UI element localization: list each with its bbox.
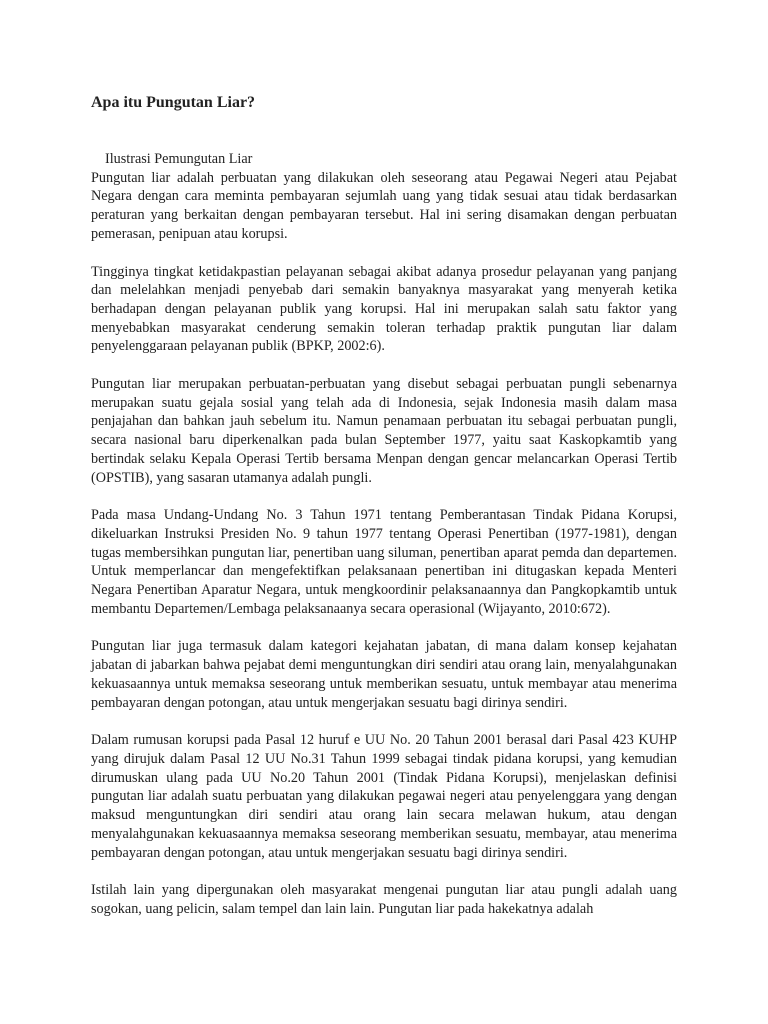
document-page [91, 92, 677, 938]
paragraph-7: Istilah lain yang dipergunakan oleh masyarakat mengenai pungutan liar atau pungli adalah uang sogokan, uang pelicin, salam tempel dan lain lain. Pungutan liar pada hakekatnya adalah [91, 882, 677, 917]
paragraph-6: Dalam rumusan korupsi pada Pasal 12 huruf e UU No. 20 Tahun 2001 berasal dari Pasal 423 KUHP yang dirujuk dalam Pasal 12 UU No.31 Tahun 1999 sebagai tindak pidana korupsi, yang kemudian dirumuskan ulang pada UU No.20 Tahun 2001 (Tindak Pidana Korupsi), menjelaskan definisi pungutan liar adalah suatu perbuatan yang dilakukan pegawai negeri atau penyelenggara yang dengan maksud menguntungkan diri sendiri atau orang lain secara melawan hukum, atau dengan menyalahgunakan kekuasaannya memaksa seseorang memberikan sesuatu, membayar, atau menerima pembayaran dengan potongan, atau untuk mengerjakan sesuatu bagi dirinya sendiri. [91, 732, 677, 861]
paragraph-2: Tingginya tingkat ketidakpastian pelayanan sebagai akibat adanya prosedur pelayanan yang panjang dan melelahkan menjadi penyebab dari semakin banyaknya masyarakat yang menyerah ketika berhadapan dengan pelayanan publik yang korupsi. Hal ini merupakan salah satu faktor yang menyebabkan masyarakat cenderung semakin toleran terhadap praktik pungutan liar dalam penyelenggaraan pelayanan publik (BPKP, 2002:6). [91, 263, 677, 355]
document-title: Apa itu Pungutan Liar? [91, 94, 256, 111]
paragraph-4: Pada masa Undang-Undang No. 3 Tahun 1971 tentang Pemberantasan Tindak Pidana Korupsi, dikeluarkan Instruksi Presiden No. 9 tahun 1977 tentang Operasi Penertiban (1977-1981), dengan tugas membersihkan pungutan liar, penertiban uang siluman, penertiban aparat pemda dan departemen. Untuk memperlancar dan mengefektifkan pelaksanaan penertiban ini ditugaskan kepada Menteri Negara Penertiban Aparatur Negara, untuk mengkoordinir pelaksanaannya dan Pangkopkamtib untuk membantu Departemen/Lembaga pelaksanaanya secara operasional (Wijayanto, 2010:672). [91, 507, 677, 617]
paragraph-1: Pungutan liar adalah perbuatan yang dilakukan oleh seseorang atau Pegawai Negeri atau Pejabat Negara dengan cara meminta pembayaran sejumlah uang yang tidak sesuai atau tidak berdasarkan peraturan yang berkaitan dengan pembayaran tersebut. Hal ini sering disamakan dengan perbuatan pemerasan, penipuan atau korupsi. [91, 169, 677, 242]
image-caption: Ilustrasi Pemungutan Liar [105, 151, 253, 167]
paragraph-3: Pungutan liar merupakan perbuatan-perbuatan yang disebut sebagai perbuatan pungli sebenarnya merupakan suatu gejala sosial yang telah ada di Indonesia, sejak Indonesia masih dalam masa penjajahan dan bahkan jauh sebelum itu. Namun penamaan perbuatan itu sebagai perbuatan pungli, secara nasional baru diperkenalkan pada bulan September 1977, yaitu saat Kaskopkamtib yang bertindak selaku Kepala Operasi Tertib bersama Menpan dengan gencar melancarkan Operasi Tertib (OPSTIB), yang sasaran utamanya adalah pungli. [91, 376, 677, 486]
paragraph-5: Pungutan liar juga termasuk dalam kategori kejahatan jabatan, di mana dalam konsep kejahatan jabatan di jabarkan bahwa pejabat demi menguntungkan diri sendiri atau orang lain, menyalahgunakan kekuasaannya untuk memaksa seseorang untuk memberikan sesuatu, untuk membayar atau menerima pembayaran dengan potongan, atau untuk mengerjakan sesuatu bagi dirinya sendiri. [91, 638, 677, 711]
